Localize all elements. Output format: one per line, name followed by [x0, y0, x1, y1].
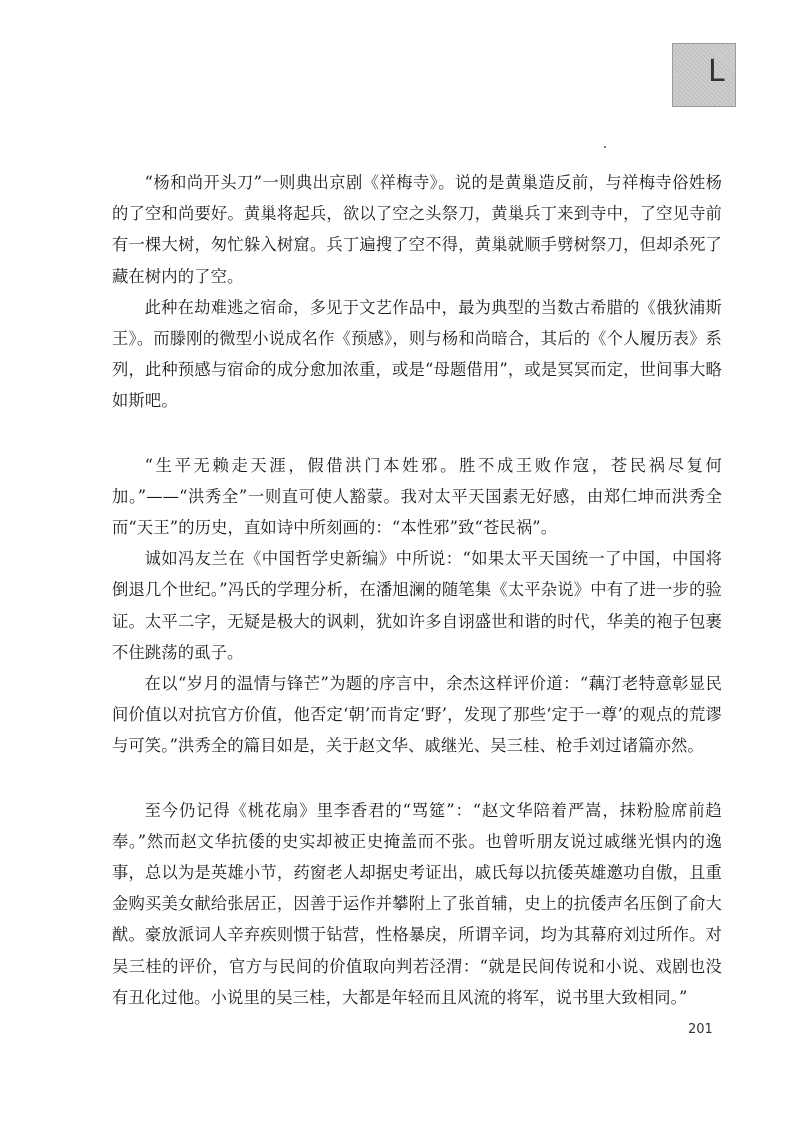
section-3: [112, 795, 722, 1013]
paragraph: 在以“岁月的温情与锋芒”为题的序言中，余杰这样评价道：“藕汀老特意彰显民间价值以对抗官方价值，他否定‘朝’而肯定‘野’，发现了那些‘定于一尊’的观点的荒谬与可笑。”洪秀全的篇目如是，关于赵文华、戚继光、吴三桂、枪手刘过诸篇亦然。: [112, 674, 722, 756]
body-text: [112, 167, 722, 1013]
section-tab: [672, 43, 736, 107]
page-number: 201: [688, 1022, 713, 1037]
paragraph: 至今仍记得《桃花扇》里李香君的“骂筵”：“赵文华陪着严嵩，抹粉脸席前趋奉。”然而赵文华抗倭的史实却被正史掩盖而不张。也曾听朋友说过戚继光惧内的逸事，总以为是英雄小节，药窗老人却据史考证出，戚氏每以抗倭英雄邀功自傲，且重金购买美女献给张居正，因善于运作并攀附上了张首辅，史上的抗倭声名压倒了俞大猷。豪放派词人辛弃疾则惯于钻营，性格暴戾，所谓辛词，均为其幕府刘过所作。对吴三桂的评价，官方与民间的价值取向判若泾渭：“就是民间传说和小说、戏剧也没有丑化过他。小说里的吴三桂，大都是年轻而且风流的将军，说书里大致相同。”: [112, 800, 722, 1007]
section-tab-letter: L: [708, 54, 725, 89]
paragraph: “杨和尚开头刀”一则典出京剧《祥梅寺》。说的是黄巢造反前，与祥梅寺俗姓杨的了空和尚要好。黄巢将起兵，欲以了空之头祭刀，黄巢兵丁来到寺中，了空见寺前有一棵大树，匆忙躲入树窟。兵丁遍搜了空不得，黄巢就顺手劈树祭刀，但却杀死了藏在树内的了空。: [112, 173, 722, 286]
section-2: [112, 450, 722, 762]
section-1: [112, 167, 722, 417]
paragraph: 诚如冯友兰在《中国哲学史新编》中所说：“如果太平天国统一了中国，中国将倒退几个世纪。”冯氏的学理分析，在潘旭澜的随笔集《太平杂说》中有了进一步的验证。太平二字，无疑是极大的讽刺，犹如许多自诩盛世和谐的时代，华美的袍子包裹不住跳荡的虱子。: [112, 549, 722, 662]
paragraph: “生平无赖走天涯，假借洪门本姓邪。胜不成王败作寇，苍民祸尽复何加。”——“洪秀全”一则直可使人豁蒙。我对太平天国素无好感，由郑仁坤而洪秀全而“天王”的历史，直如诗中所刻画的：“本性邪”致“苍民祸”。: [112, 455, 722, 538]
print-speck: [604, 146, 606, 148]
paragraph: 此种在劫难逃之宿命，多见于文艺作品中，最为典型的当数古希腊的《俄狄浦斯王》。而滕刚的微型小说成名作《预感》，则与杨和尚暗合，其后的《个人履历表》系列，此种预感与宿命的成分愈加浓重，或是“母题借用”，或是冥冥而定，世间事大略如斯吧。: [112, 297, 722, 411]
